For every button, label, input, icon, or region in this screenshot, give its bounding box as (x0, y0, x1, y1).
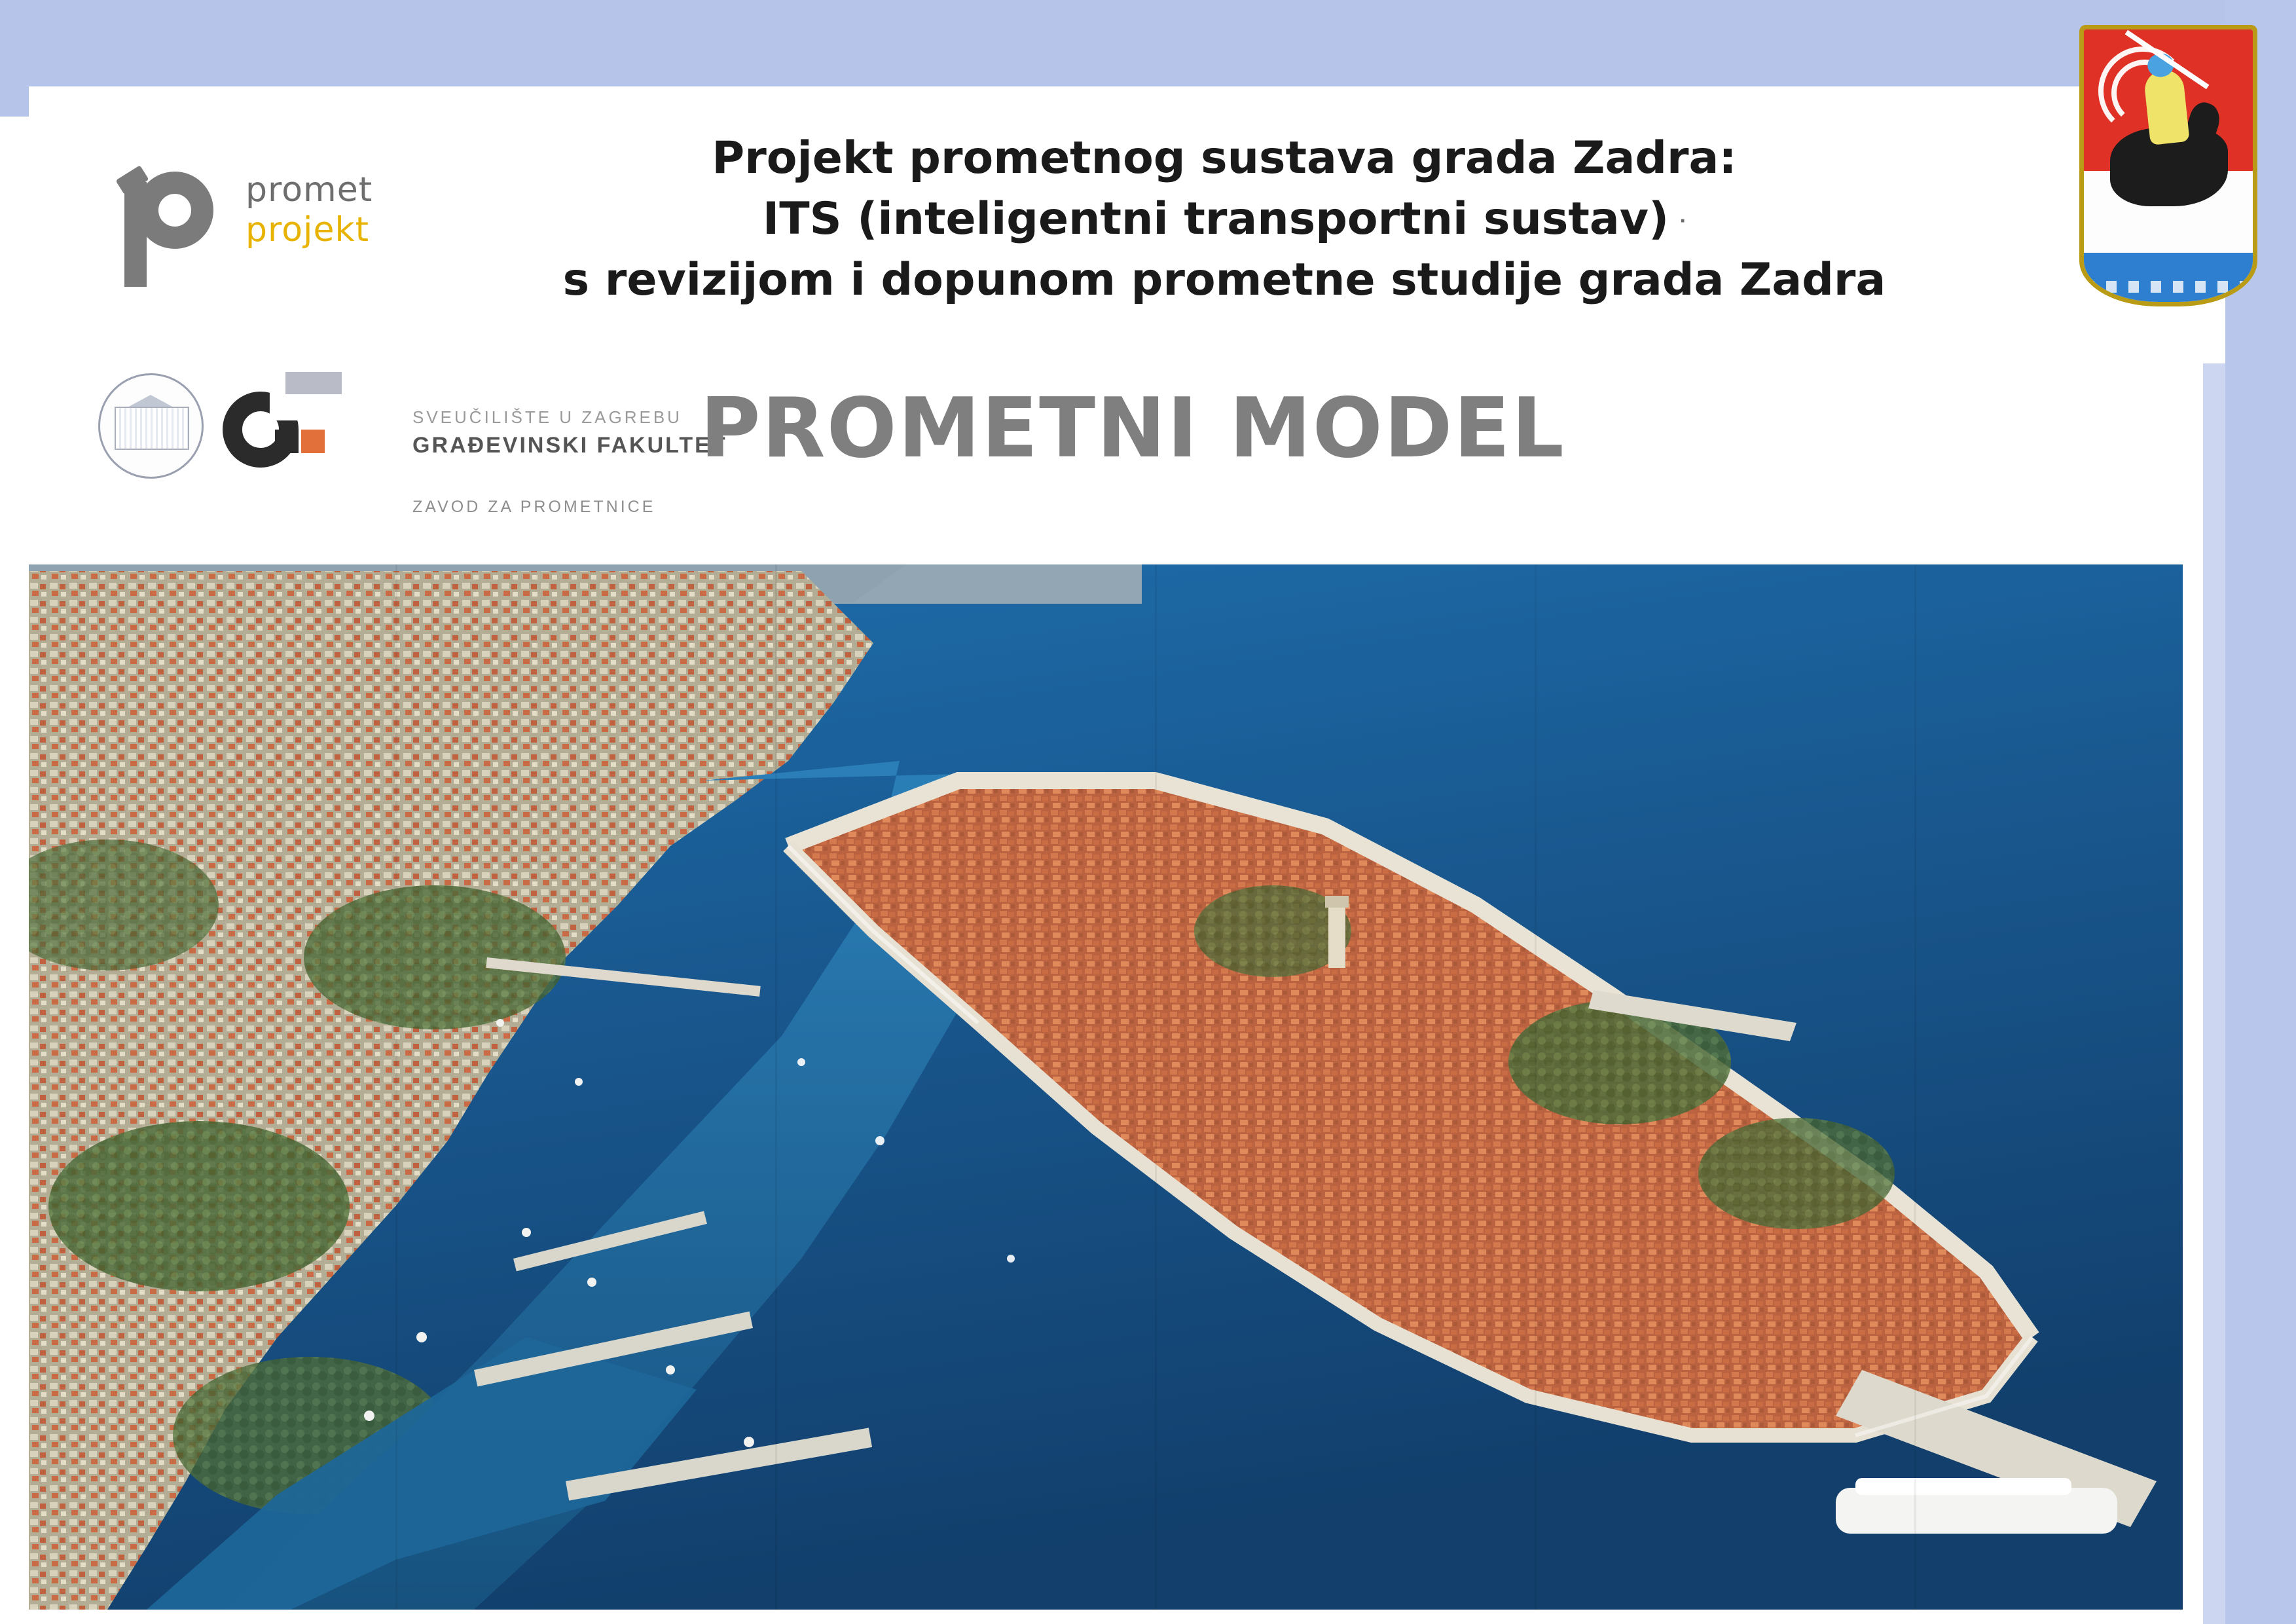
promet-projekt-word1: promet (246, 170, 373, 210)
faculty-name-line: GRAĐEVINSKI FAKULTET (412, 433, 727, 458)
project-title-line-2-text: ITS (inteligentni transportni sustav) (762, 193, 1669, 246)
page-title: PROMETNI MODEL (700, 380, 1565, 476)
faculty-mark-icon (223, 367, 354, 478)
promet-projekt-p-icon (118, 157, 239, 285)
aerial-photo-illustration (29, 564, 2183, 1610)
university-seal-icon (98, 373, 204, 479)
project-title-line-1: Projekt prometnog sustava grada Zadra: (712, 132, 1737, 184)
faculty-university-line: SVEUČILIŠTE U ZAGREBU (412, 407, 682, 427)
top-blue-band-inner (29, 0, 1973, 86)
zadar-aerial-photograph (29, 564, 2183, 1610)
project-title-line-3: s revizijom i dopunom prometne studije grada Zadra (562, 254, 1886, 306)
promet-projekt-wordmark (246, 170, 373, 251)
promet-projekt-word2: projekt (246, 210, 369, 250)
project-title-line-2 (458, 189, 1990, 249)
title-side-mark: · (1679, 211, 1686, 231)
project-title-block (458, 128, 1990, 310)
promet-projekt-logo (105, 151, 471, 288)
right-blue-strip-secondary (2203, 363, 2225, 1624)
zadar-coat-of-arms (2079, 25, 2257, 306)
faculty-department-line: ZAVOD ZA PROMETNICE (412, 498, 656, 516)
